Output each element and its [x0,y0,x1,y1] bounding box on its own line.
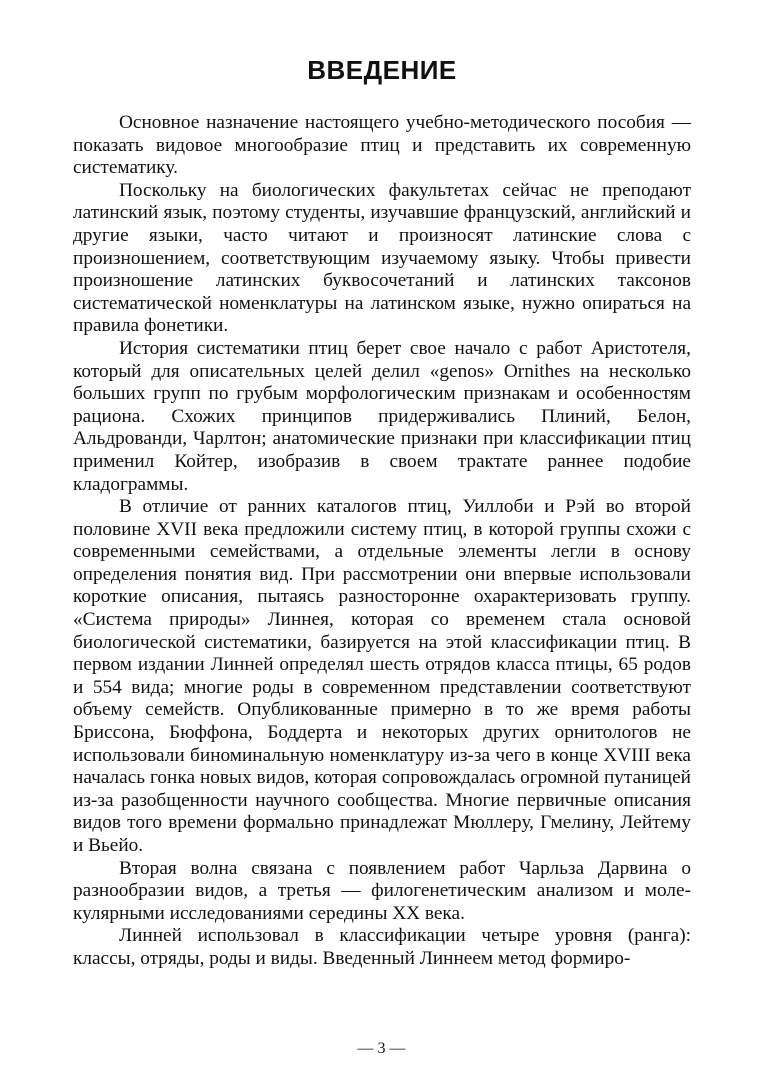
paragraph: История систематики птиц берет свое начало с работ Аристотеля, который для описательных целей делил «genos» Ornithes на несколько больших групп по грубым морфологическим признакам и особенностям рациона. Схожих принципов придерживались Плиний, Белон, Альдрованди, Чарлтон; анатомические признаки при классификации птиц применил Койтер, изобразив в своем трактате раннее подобие кладограммы. [73,337,691,495]
paragraph: Основное назначение настоящего учебно-методического пособия — показать видовое многообразие птиц и представить их современную систематику. [73,112,691,179]
paragraph: В отличие от ранних каталогов птиц, Уиллоби и Рэй во второй половине XVII века предложили систему птиц, в которой группы схожи с современными семействами, а отдельные элементы легли в основу определения понятия вид. При рассмотрении они впервые использовали короткие описания, пытаясь разносторонне охарактеризовать группу. «Система природы» Линнея, которая со временем стала основой биологической систематики, базируется на этой классификации птиц. В первом издании Линней определял шесть отрядов класса птицы, 65 родов и 554 вида; многие роды в современном представлении соответствуют объему семейств. Опубликованные примерно в то же время работы Бриссона, Бюффона, Боддерта и некоторых других орнитологов не использовали биноминальную номенклатуру из-за чего в конце XVIII века началась гонка новых видов, которая сопровождалась огромной путаницей из-за разобщенности научного сообщества. Многие первичные описания видов того времени формально принадлежат Мюллеру, Гмелину, Лейтему и Вьейо. [73,496,691,856]
paragraph: Линней использовал в классификации четыре уровня (ранга): классы, отряды, роды и виды. Введенный Линнеем метод формиро- [73,925,691,969]
paragraph: Вторая волна связана с появлением работ Чарльза Дарвина о разнообразии видов, а третья — филогенетическим анализом и молекулярными исследованиями середины XX века. [73,857,691,924]
page-body [73,50,691,971]
page-title: ВВЕДЕНИЕ [307,55,457,85]
page-number: — 3 — [357,1040,406,1057]
paragraph: Поскольку на биологических факультетах сейчас не преподают латинский язык, поэтому студенты, изучавшие французский, английский и другие языки, часто читают и произносят латинские слова с произношением, соответствующим изучаемому языку. Чтобы привести произношение латинских буквосочетаний и латинских таксонов систематической номенклатуры на латинском языке, нужно опираться на правила фонетики. [73,179,691,337]
